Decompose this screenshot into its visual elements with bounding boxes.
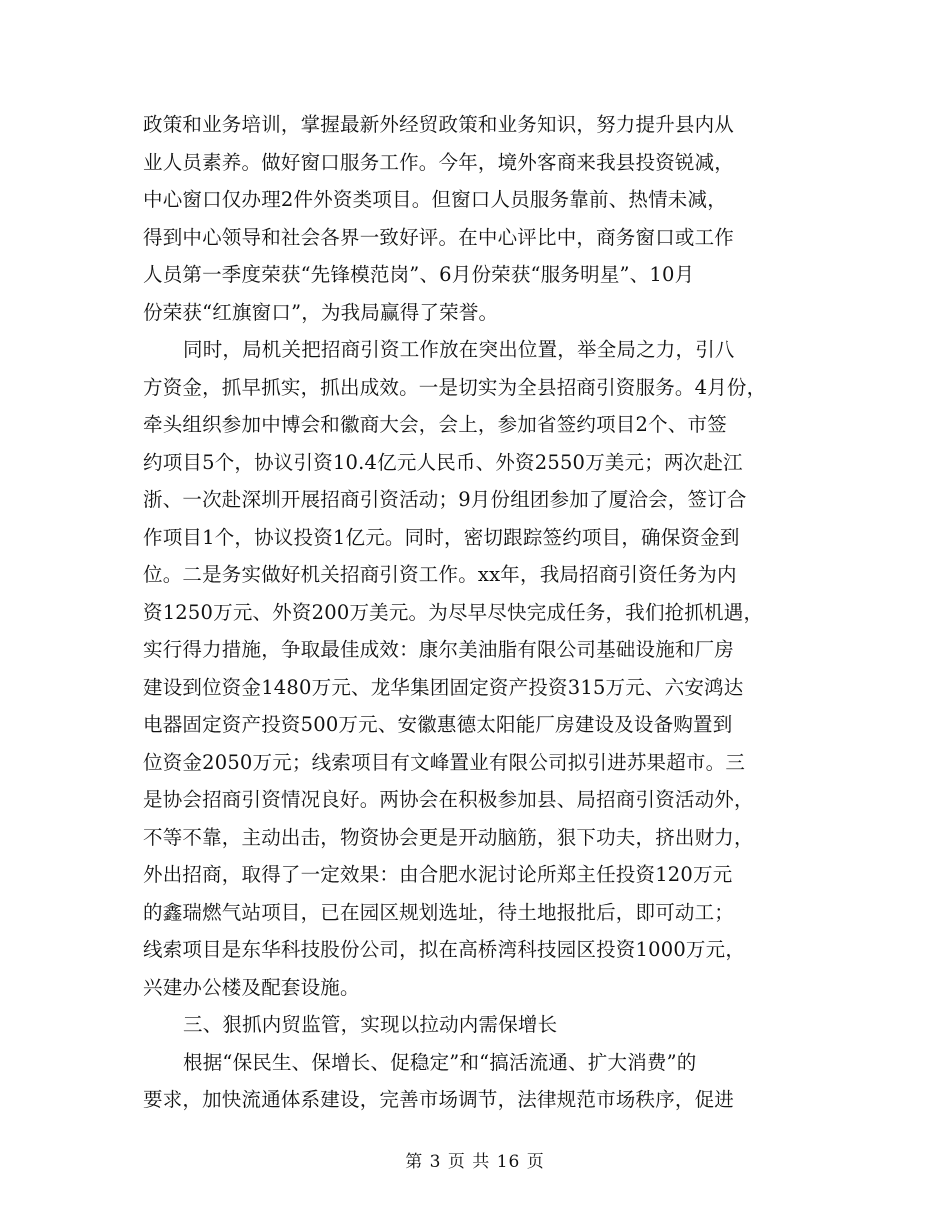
- text-line: 要求，加快流通体系建设，完善市场调节，法律规范市场秩序，促进: [143, 1088, 735, 1111]
- text-line: 实行得力措施，争取最佳成效：康尔美油脂有限公司基础设施和厂房: [143, 638, 735, 661]
- text-line: 的鑫瑞燃气站项目，已在园区规划选址，待土地报批后，即可动工；: [143, 900, 735, 924]
- text-line: 三、狠抓内贸监管，实现以拉动内需保增长: [183, 1013, 558, 1036]
- text-line: 电器固定资产投资500万元、安徽惠德太阳能厂房建设及设备购置到: [143, 713, 733, 736]
- text-line: 外出招商，取得了一定效果：由合肥水泥讨论所郑主任投资120万元: [143, 863, 733, 886]
- text-line: 根据“保民生、保增长、促稳定”和“搞活流通、扩大消费”的: [183, 1050, 697, 1074]
- text-line: 位。二是务实做好机关招商引资工作。xx年，我局招商引资任务为内: [143, 563, 737, 586]
- text-line: 政策和业务培训，掌握最新外经贸政策和业务知识，努力提升县内从: [143, 113, 735, 136]
- text-line: 位资金2050万元；线索项目有文峰置业有限公司拟引进苏果超市。三: [143, 750, 746, 774]
- body-text: [143, 106, 823, 1119]
- text-line: 建设到位资金1480万元、龙华集团固定资产投资315万元、六安鸿达: [143, 675, 744, 699]
- text-line: 得到中心领导和社会各界一致好评。在中心评比中，商务窗口或工作: [143, 225, 735, 249]
- text-line: 方资金，抓早抓实，抓出成效。一是切实为全县招商引资服务。4月份，: [143, 375, 767, 399]
- text-line: 牵头组织参加中博会和徽商大会，会上，参加省签约项目2个、市签: [143, 413, 727, 436]
- text-line: 浙、一次赴深圳开展招商引资活动；9月份组团参加了厦洽会，签订合: [143, 488, 747, 511]
- text-line: 约项目5个，协议引资10.4亿元人民币、外资2550万美元；两次赴江: [143, 450, 743, 474]
- text-line: 作项目1个，协议投资1亿元。同时，密切跟踪签约项目，确保资金到: [143, 525, 740, 549]
- text-line: 是协会招商引资情况良好。两协会在积极参加县、局招商引资活动外，: [143, 788, 754, 811]
- text-line: 同时，局机关把招商引资工作放在突出位置，举全局之力，引八: [183, 338, 735, 361]
- text-line: 人员第一季度荣获“先锋模范岗”、6月份荣获“服务明星”、10月: [143, 263, 695, 286]
- text-line: 中心窗口仅办理2件外资类项目。但窗口人员服务靠前、热情未减，: [143, 188, 727, 211]
- text-line: 不等不靠，主动出击，物资协会更是开动脑筋，狠下功夫，挤出财力，: [143, 825, 754, 849]
- text-line: 份荣获“红旗窗口”，为我局赢得了荣誉。: [143, 300, 499, 324]
- text-line: 兴建办公楼及配套设施。: [143, 975, 360, 999]
- text-line: 资1250万元、外资200万美元。为尽早尽快完成任务，我们抢抓机遇，: [143, 600, 764, 624]
- text-line: 业人员素养。做好窗口服务工作。今年，境外客商来我县投资锐减，: [143, 150, 735, 174]
- page-footer: 第 3 页 共 16 页: [405, 1152, 545, 1172]
- text-line: 线索项目是东华科技股份公司，拟在高桥湾科技园区投资1000万元，: [143, 938, 746, 961]
